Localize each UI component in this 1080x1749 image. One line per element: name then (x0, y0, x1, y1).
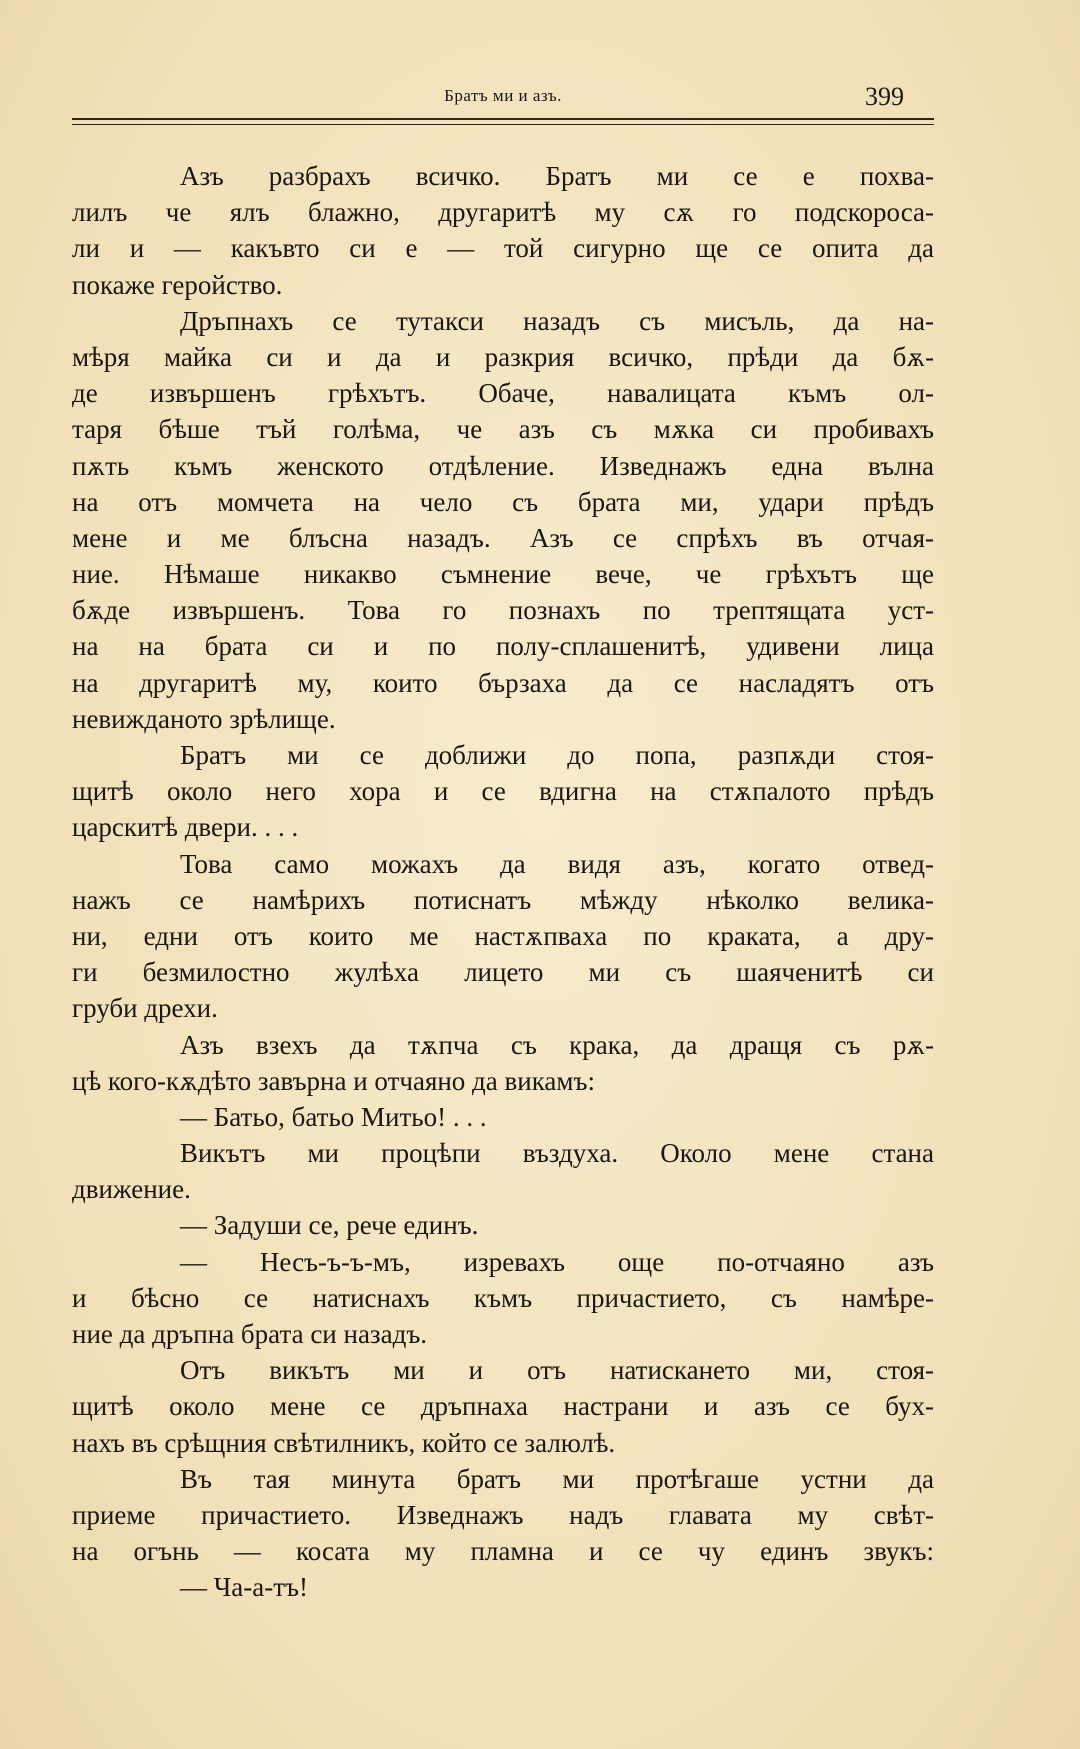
text-line: — Ча-а-тъ! (180, 1572, 308, 1603)
text-line: на огънь — косата му пламна и се чу единъ звукъ: (72, 1536, 934, 1567)
text-line: мѣря майка си и да и разкрия всичко, прѣди да бѫ- (72, 341, 934, 372)
text-line: щитѣ около него хора и се вдигна на стѫпалото прѣдъ (72, 776, 934, 807)
running-header (72, 82, 934, 112)
text-line: ние да дръпна брата си назадъ. (72, 1319, 428, 1349)
body-text (72, 158, 934, 1606)
text-line: и бѣсно се натиснахъ къмъ причастието, съ намѣре- (72, 1282, 934, 1313)
text-line: — Задуши се, рече единъ. (180, 1210, 479, 1241)
text-line: невижданото зрѣлище. (72, 703, 336, 734)
text-line: Въ тая минута братъ ми протѣгаше устни да (180, 1463, 934, 1494)
text-line: де извършенъ грѣхътъ. Обаче, навалицата къмъ ол- (72, 378, 934, 409)
text-line: Това само можахъ да видя азъ, когато отвед- (180, 848, 934, 879)
page-number: 399 (865, 82, 904, 111)
text-line: ние. Нѣмаше никакво съмнение вече, че грѣхътъ ще (72, 559, 934, 590)
text-line: ги безмилостно жулѣха лицето ми съ шаяченитѣ си (72, 957, 934, 988)
text-line: на на брата си и по полу-сплашенитѣ, удивени лица (72, 631, 934, 662)
text-line: движение. (72, 1174, 191, 1205)
text-line: — Батьо, батьо Митьо! . . . (180, 1101, 487, 1132)
running-title: Братъ ми и азъ. (444, 86, 562, 105)
text-line: — Несъ-ъ-ъ-мъ, изревахъ още по-отчаяно азъ (180, 1246, 934, 1277)
text-line: лилъ че ялъ блажно, другаритѣ му сѫ го подскороса- (72, 197, 934, 228)
text-line: на отъ момчета на чело съ брата ми, удари прѣдъ (72, 486, 934, 517)
text-line: царскитѣ двери. . . . (72, 812, 299, 843)
text-line: щитѣ около мене се дръпнаха настрани и азъ се бух- (72, 1391, 934, 1422)
text-line: цѣ кого-кѫдѣто завърна и отчаяно да викамъ: (72, 1065, 595, 1096)
text-line: таря бѣше тъй голѣма, че азъ съ мѫка си пробивахъ (72, 414, 934, 445)
text-line: пѫть къмъ женското отдѣление. Изведнажъ една вълна (72, 450, 934, 481)
text-line: мене и ме блъсна назадъ. Азъ се спрѣхъ въ отчая- (72, 522, 934, 553)
text-line: Азъ разбрахъ всичко. Братъ ми се е похва- (180, 161, 934, 191)
text-line: Викътъ ми процѣпи въздуха. Около мене стана (180, 1138, 934, 1169)
text-line: Отъ викътъ ми и отъ натискането ми, стоя- (180, 1355, 934, 1386)
text-line: покаже геройство. (72, 269, 283, 300)
header-rule-thin (72, 124, 934, 125)
text-line: нажъ се намѣрихъ потиснатъ мѣжду нѣколко велика- (72, 884, 934, 915)
text-line: нахъ въ срѣщния свѣтилникъ, който се залюлѣ. (72, 1427, 616, 1458)
text-line: Дръпнахъ се тутакси назадъ съ мисъль, да на- (180, 305, 934, 336)
text-line: груби дрехи. (72, 993, 218, 1024)
text-line: на другаритѣ му, които бързаха да се насладятъ отъ (72, 667, 934, 698)
text-line: бѫде извършенъ. Това го познахъ по трептящата уст- (72, 595, 934, 626)
header-rule (72, 118, 934, 120)
text-line: приеме причастието. Изведнажъ надъ главата му свѣт- (72, 1499, 934, 1530)
text-line: ни, едни отъ които ме настѫпваха по краката, а дру- (72, 920, 934, 951)
text-line: ли и — какъвто си е — той сигурно ще се опита да (72, 233, 934, 264)
text-line: Азъ взехъ да тѫпча съ крака, да дращя съ рѫ- (180, 1029, 934, 1060)
text-line: Братъ ми се доближи до попа, разпѫди стоя- (180, 740, 934, 770)
